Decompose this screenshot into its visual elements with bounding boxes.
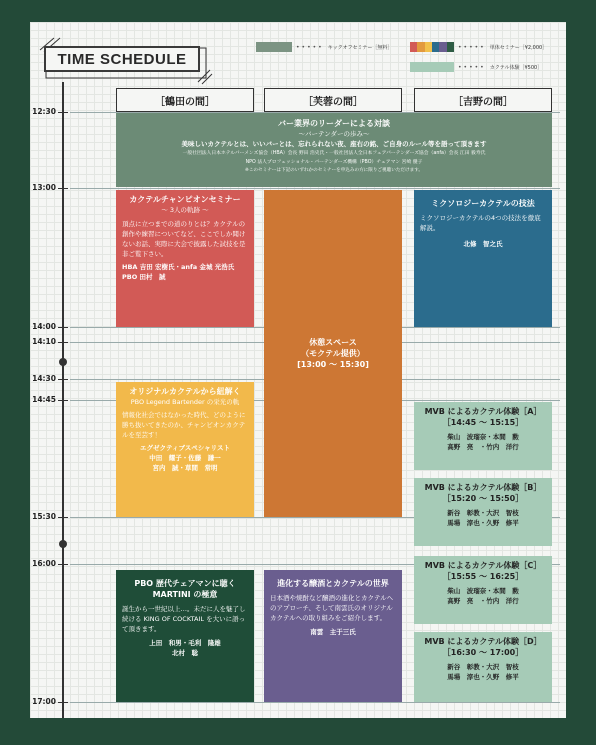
column-header-fuyo: ［芙蓉の間］ <box>264 88 402 112</box>
legend-label-experience: カクテル体験［¥500］ <box>489 64 543 71</box>
time-label: 15:30 <box>32 512 56 521</box>
timeline-dot <box>59 358 67 366</box>
mvb-a-title: MVB によるカクテル体験［A］ <box>424 407 542 416</box>
legend-swatch-kickoff <box>256 42 292 52</box>
evolution-title: 進化する醸酒とカクテルの世界 <box>277 579 389 588</box>
mvb-experience-b[interactable] <box>414 478 552 546</box>
page-title: TIME SCHEDULE <box>44 46 200 72</box>
mixology-title: ミクソロジーカクテルの技法 <box>431 199 535 208</box>
original-title: オリジナルカクテルから紐解く <box>129 387 241 396</box>
martini-subtitle: MARTINI の極意 <box>152 590 218 599</box>
champion-title: カクテルチャンピオンセミナー <box>129 195 241 204</box>
champion-speakers-1: HBA 吉田 宏樹氏・anfa 金城 光浩氏 <box>122 263 235 271</box>
mvb-c-time: ［15:55 〜 16:25］ <box>442 572 524 581</box>
champion-speakers-2: PBO 田村 誠 <box>122 273 166 281</box>
mvb-d-staff-2: 馬場 淳也・久野 修平 <box>447 673 519 681</box>
mvb-c-title: MVB によるカクテル体験［C］ <box>424 561 542 570</box>
time-label: 14:00 <box>32 322 56 331</box>
original-description: 情報化社会ではなかった時代、どのように勝ち抜いてきたのか、チャンピオンカクテルを至芸す！ <box>122 411 246 439</box>
time-label: 14:10 <box>32 337 56 346</box>
kickoff-session[interactable] <box>116 113 552 187</box>
rest-time: [13:00 〜 15:30] <box>297 360 369 369</box>
kickoff-note: ※このセミナーは下記のいずれかのセミナーを申込みの方に限りご視聴いただけます。 <box>244 168 424 173</box>
kickoff-title: バー業界のリーダーによる対談 <box>278 119 390 128</box>
evolution-description: 日本酒や焼酎など醸酒の進化とカクテルへのアプローチ、そして南雲氏のオリジナルカクテルへの取り組みをご紹介します。 <box>270 594 394 622</box>
kickoff-speakers-1: 一般社団法人日本ホテルバーメンズ協会（HBA）会長 野田 浩史氏・一般社団法人全日本フェアバーテンダーズ協会（anfa）会長 江田 毅寿氏 <box>182 151 486 156</box>
mvb-experience-d[interactable] <box>414 632 552 702</box>
evolution-speaker: 南雲 主于三氏 <box>310 628 356 636</box>
rest-space <box>264 190 402 517</box>
martini-seminar[interactable] <box>116 570 254 702</box>
kickoff-subtitle: 〜バーテンダーの歩み〜 <box>298 130 370 138</box>
mvb-d-title: MVB によるカクテル体験［D］ <box>424 637 542 646</box>
mvb-experience-c[interactable] <box>414 556 552 624</box>
martini-description: 誕生から一世紀以上…。未だに人を魅了し続ける KING OF COCKTAIL を大いに語って頂きます。 <box>122 605 246 633</box>
rest-subtitle: （モクテル提供） <box>301 349 365 358</box>
kickoff-description: 美味しいカクテルとは、いいバーとは、忘れられない夜、座右の銘、ご自身のルール等を語って頂きます <box>181 140 487 148</box>
legend-kickoff: ••••• キックオフセミナー［無料］ <box>256 42 392 52</box>
schedule-sheet <box>30 22 566 718</box>
legend-experience: ••••• カクテル体験［¥500］ <box>410 62 542 72</box>
mvb-c-staff-1: 柴山 波瑠奈・本間 勲 <box>447 587 519 595</box>
mvb-d-staff-1: 新谷 彰教・大沢 智枝 <box>447 663 519 671</box>
mixology-seminar[interactable] <box>414 190 552 327</box>
time-label: 14:45 <box>32 395 56 404</box>
mvb-b-time: ［15:20 〜 15:50］ <box>442 494 524 503</box>
mvb-c-staff-2: 高野 亮 ・竹内 洋行 <box>447 597 519 605</box>
mvb-a-staff-2: 高野 亮 ・竹内 洋行 <box>447 443 519 451</box>
time-label: 16:00 <box>32 559 56 568</box>
evolution-seminar[interactable] <box>264 570 402 702</box>
legend-single: ••••• 単体セミナー［¥2,000］ <box>410 42 547 52</box>
mvb-b-title: MVB によるカクテル体験［B］ <box>424 483 542 492</box>
champion-seminar[interactable] <box>116 190 254 327</box>
time-label: 14:30 <box>32 374 56 383</box>
mvb-a-time: ［14:45 〜 15:15］ <box>442 418 524 427</box>
column-header-yoshino: ［吉野の間］ <box>414 88 552 112</box>
original-speakers-2: 宮内 誠・草間 常明 <box>152 464 218 472</box>
mvb-experience-a[interactable] <box>414 402 552 470</box>
original-cocktail-seminar[interactable] <box>116 382 254 517</box>
kickoff-speakers-2: NPO 法人プロフェッショナル・バーテンダーズ機構（PBO）チェアマン 宮崎 優子 <box>245 160 423 165</box>
time-label: 17:00 <box>32 697 56 706</box>
time-label: 12:30 <box>32 107 56 116</box>
original-speakers-1: 中田 耀子・佐藤 謙一 <box>149 454 221 462</box>
original-role: エグゼクティブスペシャリスト <box>140 444 230 452</box>
legend-label-single: 単体セミナー［¥2,000］ <box>489 44 548 51</box>
martini-title: PBO 歴代チェアマンに聴く <box>134 579 236 588</box>
mvb-b-staff-2: 馬場 淳也・久野 修平 <box>447 519 519 527</box>
mvb-a-staff-1: 柴山 波瑠奈・本間 勲 <box>447 433 519 441</box>
champion-description: 頂点に立つまでの道のりとは？カクテルの創作や練習についてなど、ここでしか聞けないお話、実際に大会で披露した試技を是非ご覧下さい。 <box>122 220 246 258</box>
legend-label-kickoff: キックオフセミナー［無料］ <box>327 44 393 51</box>
original-subtitle: PBO Legend Bartender の栄光の軌 <box>130 398 240 406</box>
time-label: 13:00 <box>32 183 56 192</box>
legend-swatch-single <box>410 42 454 52</box>
timeline-dot <box>59 540 67 548</box>
mixology-speaker: 北條 智之氏 <box>463 240 503 248</box>
legend-swatch-experience <box>410 62 454 72</box>
martini-speakers-2: 北村 聡 <box>172 649 198 657</box>
martini-speakers-1: 上田 和男・毛利 隆雄 <box>149 639 221 647</box>
mvb-d-time: ［16:30 〜 17:00］ <box>442 648 524 657</box>
champion-subtitle: 〜 3人の軌跡 〜 <box>161 206 209 214</box>
column-header-tsuruta: ［鶴田の間］ <box>116 88 254 112</box>
rest-title: 休憩スペース <box>309 338 357 347</box>
mvb-b-staff-1: 新谷 彰教・大沢 智枝 <box>447 509 519 517</box>
mixology-description: ミクソロジーカクテルの4つの技法を徹底解説。 <box>420 214 541 232</box>
